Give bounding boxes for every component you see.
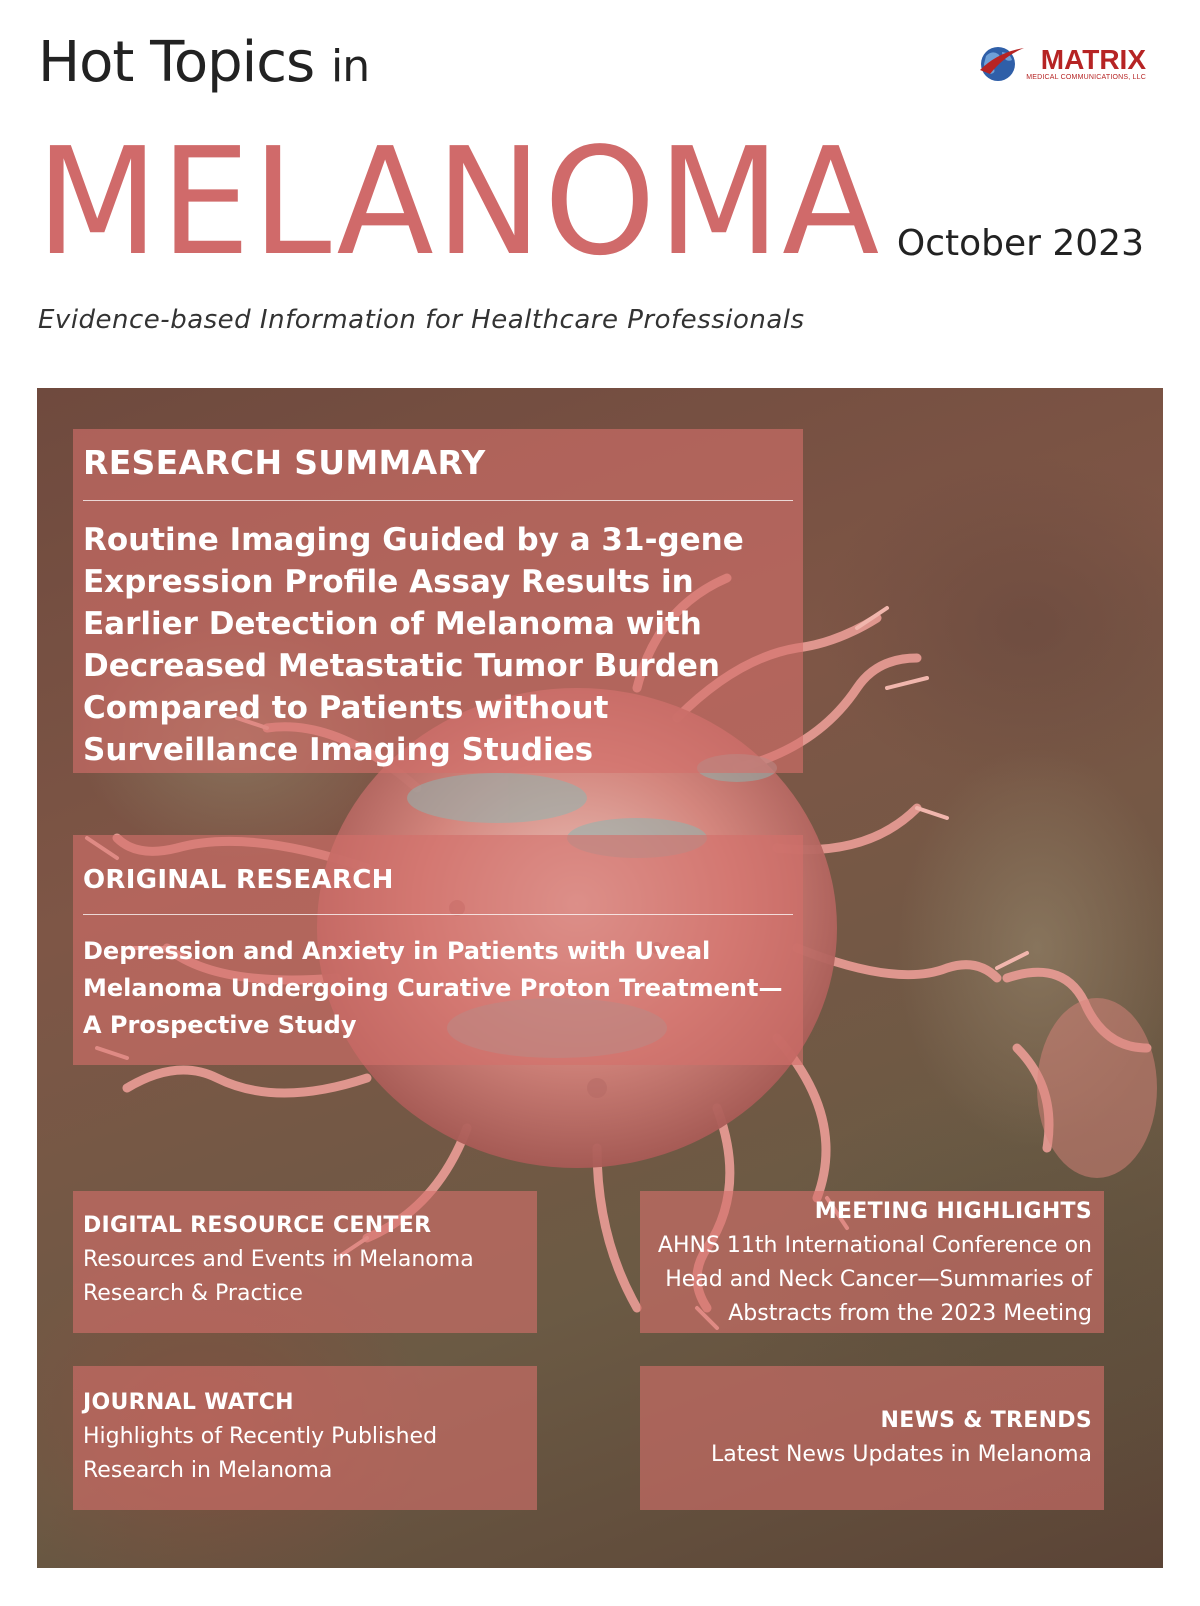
publisher-name: MATRIX [1040, 43, 1146, 75]
research-summary-label: RESEARCH SUMMARY [83, 443, 486, 482]
series-title [38, 30, 369, 95]
page-title: MELANOMA [36, 116, 882, 288]
journal-watch-desc[interactable]: Highlights of Recently Published Research in Melanoma [83, 1424, 438, 1483]
research-summary-panel[interactable] [73, 429, 803, 773]
tagline: Evidence-based Information for Healthcare Professionals [38, 305, 805, 335]
divider [83, 914, 793, 915]
meeting-highlights-label: MEETING HIGHLIGHTS [814, 1199, 1092, 1224]
digital-resource-center-panel[interactable] [73, 1191, 537, 1333]
series-name: Hot Topics [38, 30, 315, 95]
news-trends-desc[interactable]: Latest News Updates in Melanoma [710, 1442, 1092, 1467]
research-summary-title[interactable]: Routine Imaging Guided by a 31-gene Expression Profile Assay Results in Earlier Detection of Melanoma with Decreased Metastatic Tumor Burden Compared to Patients without Surveillance Imaging Studies [83, 522, 744, 768]
journal-watch-label: JOURNAL WATCH [83, 1390, 294, 1415]
news-trends-label: NEWS & TRENDS [880, 1408, 1092, 1433]
original-research-panel[interactable] [73, 835, 803, 1065]
meeting-highlights-panel[interactable] [640, 1191, 1104, 1333]
meeting-highlights-desc[interactable]: AHNS 11th International Conference on Head and Neck Cancer—Summaries of Abstracts from the 2023 Meeting [657, 1233, 1092, 1326]
original-research-label: ORIGINAL RESEARCH [83, 865, 394, 895]
issue-date: October 2023 [896, 223, 1144, 264]
cover-hero [37, 388, 1163, 1568]
news-trends-panel[interactable] [640, 1366, 1104, 1510]
digital-resource-center-desc[interactable]: Resources and Events in Melanoma Research & Practice [83, 1247, 474, 1306]
publisher-subtitle: MEDICAL COMMUNICATIONS, LLC [1026, 73, 1146, 81]
divider [83, 500, 793, 501]
publisher-logo [976, 40, 1146, 86]
series-in: in [330, 41, 370, 92]
journal-watch-panel[interactable] [73, 1366, 537, 1510]
digital-resource-center-label: DIGITAL RESOURCE CENTER [83, 1213, 432, 1238]
globe-icon [976, 40, 1024, 86]
original-research-title[interactable]: Depression and Anxiety in Patients with Uveal Melanoma Undergoing Curative Proton Treatment—A Prospective Study [83, 937, 783, 1039]
